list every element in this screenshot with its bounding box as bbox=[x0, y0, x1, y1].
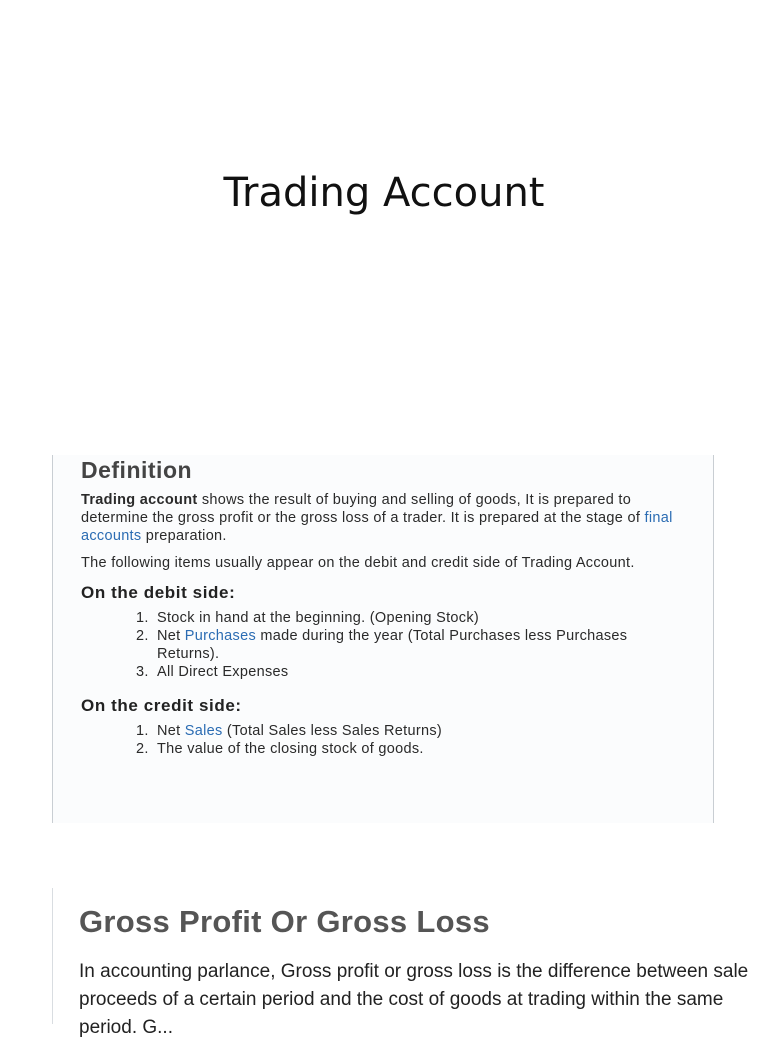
sales-link[interactable]: Sales bbox=[184, 723, 223, 739]
gross-profit-panel bbox=[52, 888, 752, 1038]
debit-item-3: 3. All Direct Expenses bbox=[153, 663, 685, 681]
debit-item-2 bbox=[153, 627, 685, 663]
definition-panel bbox=[52, 455, 714, 823]
debit-item-2-pre: Net bbox=[157, 628, 185, 644]
credit-item-1-pre: Net bbox=[157, 723, 185, 739]
debit-side-heading: On the debit side: bbox=[81, 583, 236, 602]
credit-side-heading: On the credit side: bbox=[81, 696, 242, 715]
debit-list bbox=[81, 609, 685, 681]
credit-list bbox=[81, 722, 685, 758]
credit-item-1-post: (Total Sales less Sales Returns) bbox=[222, 723, 443, 739]
definition-text-part1: shows the result of buying and selling of goods, It is prepared to determine the gross profit or the gross loss of a trader. It is prepared at the stage of bbox=[81, 492, 645, 526]
definition-text bbox=[81, 491, 685, 545]
definition-text-part2: preparation. bbox=[141, 528, 227, 544]
gross-profit-heading: Gross Profit Or Gross Loss bbox=[79, 904, 490, 939]
gross-profit-text: In accounting parlance, Gross profit or gross loss is the difference between sale proceeds of a certain period and the cost of goods at trading within the same period. G... bbox=[79, 961, 749, 1038]
final-accounts-link[interactable]: final accounts bbox=[81, 510, 673, 544]
debit-item-2-post: made during the year (Total Purchases less Purchases Returns). bbox=[157, 628, 628, 662]
page-title: Trading Account bbox=[223, 170, 545, 216]
credit-item-2: 2. The value of the closing stock of goods. bbox=[153, 740, 685, 758]
credit-item-1 bbox=[153, 722, 685, 740]
debit-item-1: 1. Stock in hand at the beginning. (Opening Stock) bbox=[153, 609, 685, 627]
purchases-link[interactable]: Purchases bbox=[184, 628, 257, 644]
following-items-text: The following items usually appear on the debit and credit side of Trading Account. bbox=[81, 555, 635, 571]
definition-term: Trading account bbox=[81, 492, 198, 508]
definition-heading: Definition bbox=[81, 457, 193, 483]
